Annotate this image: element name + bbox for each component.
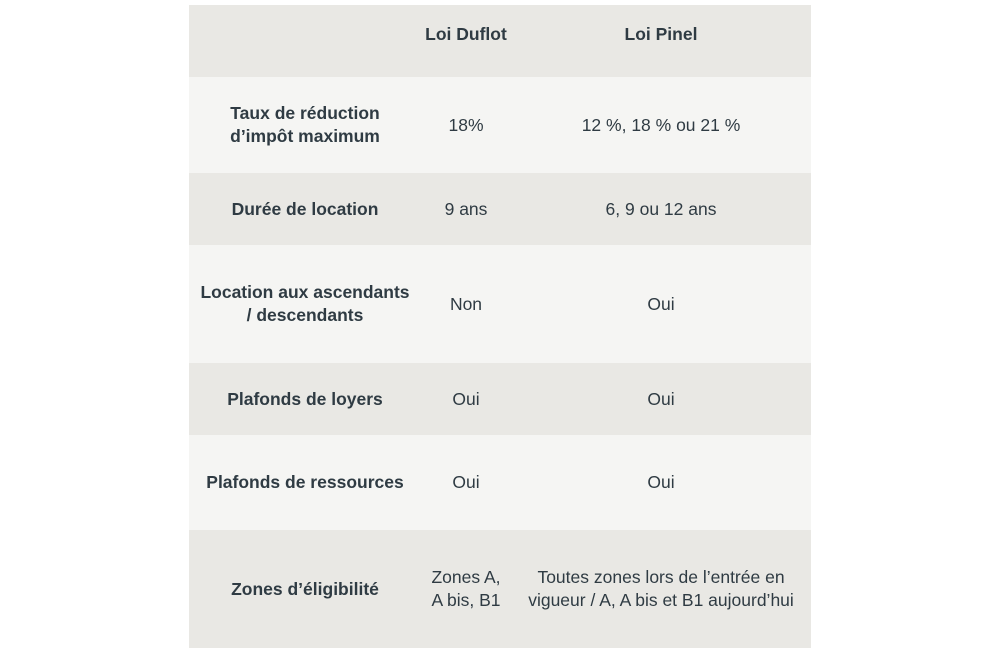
row-criterion-label: Plafonds de ressources (206, 472, 404, 492)
table-row (189, 530, 811, 648)
row-criterion-label: Location aux ascendants / descendants (200, 282, 410, 325)
duflot-value: Oui (452, 472, 480, 492)
header-criteria-cell (189, 5, 421, 77)
table-header-row (189, 5, 811, 77)
pinel-value: 12 %, 18 % ou 21 % (581, 114, 741, 135)
pinel-value: Toutes zones lors de l’entrée en vigueur / A, A bis et B1 aujourd’hui (528, 567, 794, 610)
comparison-table (189, 5, 811, 648)
table-row (189, 245, 811, 363)
duflot-value: Non (449, 293, 483, 314)
table-row (189, 173, 811, 245)
pinel-value: Oui (647, 388, 675, 409)
table-row (189, 77, 811, 173)
pinel-value: 6, 9 ou 12 ans (605, 198, 717, 219)
header-duflot-cell: Loi Duflot (425, 24, 507, 44)
header-pinel-cell: Loi Pinel (624, 24, 698, 44)
pinel-value: Oui (647, 293, 675, 314)
row-criterion-label: Taux de réduction d’impôt maximum (230, 103, 380, 146)
table-row (189, 363, 811, 435)
row-criterion-label: Zones d’éligibilité (231, 578, 379, 599)
duflot-value: Oui (452, 388, 480, 409)
row-criterion-label: Durée de location (231, 198, 379, 219)
duflot-value: 9 ans (444, 198, 488, 219)
pinel-value: Oui (647, 472, 675, 492)
row-criterion-label: Plafonds de loyers (227, 388, 383, 409)
duflot-value: Zones A, A bis, B1 (431, 567, 501, 610)
table-row (189, 435, 811, 530)
duflot-value: 18% (448, 114, 484, 135)
